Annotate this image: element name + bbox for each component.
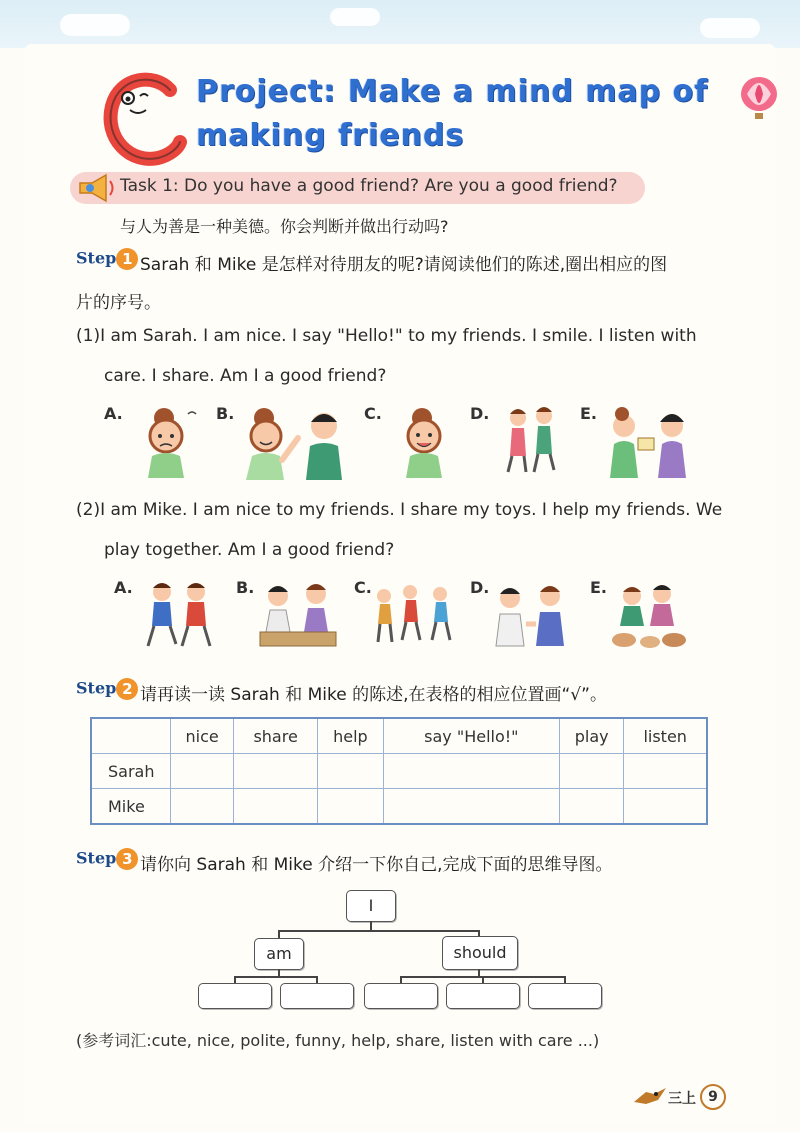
step-label: Step (76, 248, 117, 268)
q2-picture-b[interactable] (256, 580, 340, 656)
megaphone-icon (74, 173, 118, 207)
check-cell[interactable] (234, 789, 318, 825)
check-cell[interactable] (559, 754, 623, 789)
step1-instruction-line2: 片的序号。 (76, 293, 161, 313)
mindmap-connector (316, 976, 318, 983)
mindmap-connector (482, 976, 484, 983)
q1-option-e-label[interactable]: E. (580, 404, 598, 423)
mindmap-should-box: should (442, 936, 518, 970)
check-cell[interactable] (624, 754, 707, 789)
smiling-c-icon (100, 68, 190, 168)
step-label: Step (76, 848, 117, 868)
mindmap-blank-box[interactable] (528, 983, 602, 1009)
eagle-icon (632, 1084, 668, 1112)
check-cell[interactable] (383, 789, 559, 825)
check-cell[interactable] (559, 789, 623, 825)
check-cell[interactable] (624, 789, 707, 825)
mindmap-connector (278, 930, 478, 932)
mindmap-blank-box[interactable] (280, 983, 354, 1009)
step-number: 1 (116, 248, 138, 270)
q1-picture-c[interactable] (392, 404, 462, 482)
q2-picture-c[interactable] (370, 582, 460, 656)
check-cell[interactable] (171, 754, 234, 789)
top-sky-band (0, 0, 800, 48)
row-header-mike: Mike (91, 789, 171, 825)
table-header-row (91, 718, 707, 754)
row-header-sarah: Sarah (91, 754, 171, 789)
step1-instruction-line1: Sarah 和 Mike 是怎样对待朋友的呢?请阅读他们的陈述,圈出相应的图 (140, 255, 668, 275)
mindmap-connector (234, 976, 236, 983)
q2-option-b-label[interactable]: B. (236, 578, 255, 597)
mindmap-am-box: am (254, 938, 304, 970)
mindmap-connector (400, 976, 402, 983)
step3-instruction: 请你向 Sarah 和 Mike 介绍一下你自己,完成下面的思维导图。 (140, 855, 613, 875)
task1-question: Task 1: Do you have a good friend? Are you a good friend? (120, 176, 618, 196)
q1-picture-e[interactable] (600, 404, 700, 482)
cloud-decoration (330, 8, 380, 26)
table-row (91, 754, 707, 789)
question2-line2: play together. Am I a good friend? (104, 540, 395, 560)
q2-option-a-label[interactable]: A. (114, 578, 133, 597)
column-header-nice: nice (171, 718, 234, 754)
step1-badge (76, 248, 138, 270)
question1-line2: care. I share. Am I a good friend? (104, 366, 387, 386)
mindmap-blank-box[interactable] (446, 983, 520, 1009)
column-header-say-hello: say "Hello!" (383, 718, 559, 754)
check-table (90, 717, 708, 825)
check-cell[interactable] (383, 754, 559, 789)
column-header-share: share (234, 718, 318, 754)
q2-picture-d[interactable] (490, 580, 580, 656)
project-badge (100, 68, 190, 168)
q1-option-a-label[interactable]: A. (104, 404, 123, 423)
q2-picture-a[interactable] (140, 580, 220, 656)
check-cell[interactable] (171, 789, 234, 825)
step-label: Step (76, 678, 117, 698)
q2-option-d-label[interactable]: D. (470, 578, 490, 597)
q1-picture-b[interactable] (236, 404, 356, 484)
q2-picture-e[interactable] (604, 580, 694, 656)
table-corner-cell (91, 718, 171, 754)
column-header-help: help (318, 718, 384, 754)
table-row (91, 789, 707, 825)
mindmap-blank-box[interactable] (198, 983, 272, 1009)
hot-air-balloon-icon (738, 76, 780, 124)
cloud-decoration (700, 18, 760, 38)
check-cell[interactable] (234, 754, 318, 789)
step2-instruction: 请再读一读 Sarah 和 Mike 的陈述,在表格的相应位置画“√”。 (140, 685, 607, 705)
mindmap-connector (278, 930, 280, 938)
mindmap-blank-box[interactable] (364, 983, 438, 1009)
q1-option-d-label[interactable]: D. (470, 404, 490, 423)
q1-picture-a[interactable] (134, 404, 204, 482)
q2-option-e-label[interactable]: E. (590, 578, 608, 597)
step-number: 3 (116, 848, 138, 870)
mindmap-root-box: I (346, 890, 396, 922)
mindmap-connector (234, 976, 318, 978)
project-title-line1: Project: Make a mind map of (196, 74, 709, 109)
q1-picture-d[interactable] (496, 404, 566, 482)
vocabulary-hint: (参考词汇:cute, nice, polite, funny, help, share, listen with care ...) (76, 1031, 600, 1050)
q1-option-b-label[interactable]: B. (216, 404, 235, 423)
mindmap-connector (564, 976, 566, 983)
q2-option-c-label[interactable]: C. (354, 578, 372, 597)
question1-line1: (1)I am Sarah. I am nice. I say "Hello!" to my friends. I smile. I listen with (76, 326, 697, 346)
project-title-line2: making friends (196, 118, 465, 153)
grade-label: 三上 (668, 1091, 696, 1107)
check-cell[interactable] (318, 789, 384, 825)
step-number: 2 (116, 678, 138, 700)
check-cell[interactable] (318, 754, 384, 789)
step3-badge (76, 848, 138, 870)
page-number: 9 (700, 1084, 726, 1110)
column-header-play: play (559, 718, 623, 754)
task1-subtitle: 与人为善是一种美德。你会判断并做出行动吗? (120, 217, 449, 236)
column-header-listen: listen (624, 718, 707, 754)
question2-line1: (2)I am Mike. I am nice to my friends. I share my toys. I help my friends. We (76, 500, 723, 520)
cloud-decoration (60, 14, 130, 36)
step2-badge (76, 678, 138, 700)
q1-option-c-label[interactable]: C. (364, 404, 382, 423)
